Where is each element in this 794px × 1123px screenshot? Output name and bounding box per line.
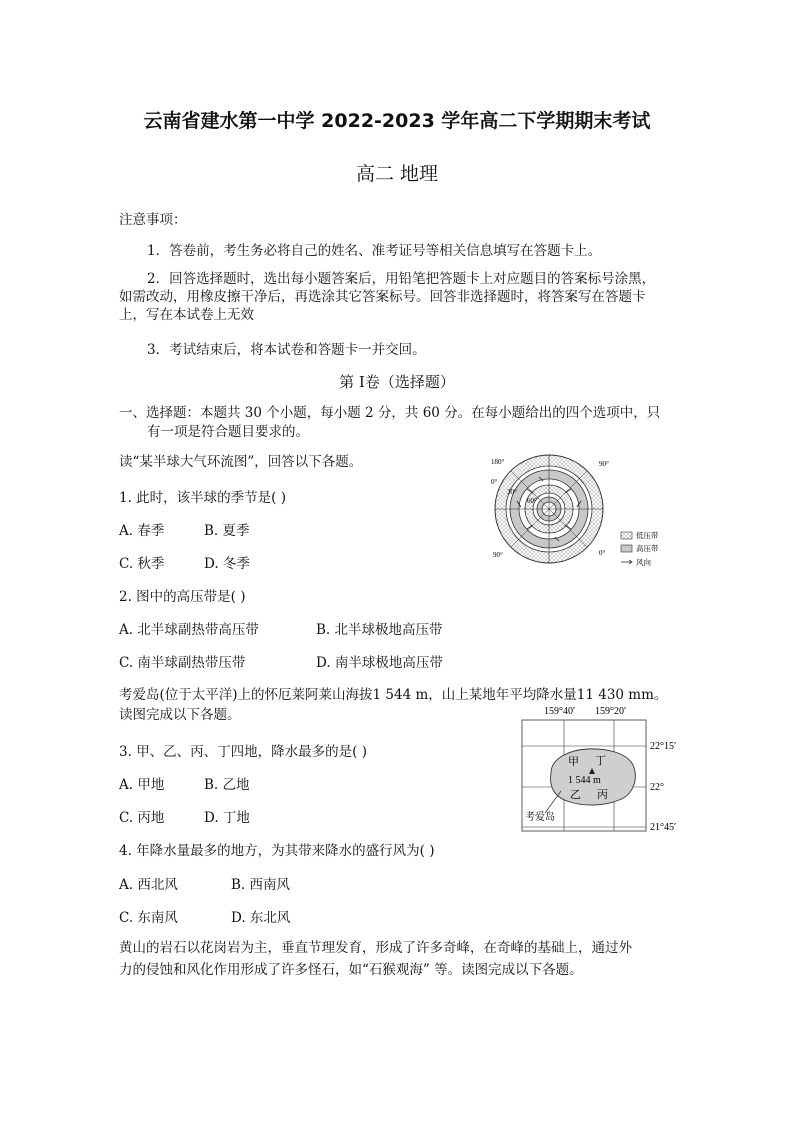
- q2-option-a: A. 北半球副热带高压带: [119, 622, 259, 638]
- q4-option-d: D. 东北风: [231, 910, 291, 926]
- label-90-top: 90°: [599, 460, 609, 468]
- label-0-left: 0°: [491, 478, 498, 486]
- q1-option-c: C. 秋季: [119, 556, 165, 572]
- q3-option-d: D. 丁地: [204, 810, 250, 826]
- q2-option-d: D. 南半球极地高压带: [316, 655, 443, 671]
- lat-label-3: 21°45′: [650, 822, 677, 833]
- place-bing: 丙: [597, 788, 608, 801]
- group1-intro: 读“某半球大气环流图”，回答以下各题。: [119, 454, 363, 470]
- exam-subtitle: 高二 地理: [355, 163, 439, 185]
- place-ding: 丁: [595, 754, 606, 767]
- label-90-bottom: 90°: [493, 551, 503, 559]
- question-3-stem: 3. 甲、乙、丙、丁四地，降水最多的是( ): [119, 744, 367, 760]
- q2-option-c: C. 南半球副热带压带: [119, 655, 246, 671]
- legend-low-label: 低压带: [636, 531, 659, 540]
- lat-label-1: 22°15′: [650, 741, 677, 752]
- part1-instruction: 一、选择题：本题共 30 个小题，每小题 2 分，共 60 分。在每小题给出的四个选项中，只: [119, 405, 661, 421]
- place-yi: 乙: [570, 788, 581, 801]
- label-60: 60°: [527, 497, 537, 505]
- legend-low-swatch: [621, 532, 632, 539]
- question-4-stem: 4. 年降水量最多的地方，为其带来降水的盛行风为( ): [119, 843, 435, 859]
- kauai-map-figure: [515, 703, 690, 833]
- q4-option-b: B. 西南风: [231, 877, 291, 893]
- q4-option-a: A. 西北风: [119, 877, 178, 893]
- notice-item-2: 2．回答选择题时，选出每小题答案后，用铅笔把答题卡上对应题目的答案标号涂黑，: [147, 271, 656, 287]
- notice-item-3: 3．考试结束后，将本试卷和答题卡一并交回。: [147, 342, 426, 358]
- section-title: 第 Ⅰ卷（选择题）: [339, 373, 455, 391]
- notice-item-2-cont: 如需改动，用橡皮擦干净后，再选涂其它答案标号。回答非选择题时，将答案写在答题卡: [119, 289, 646, 305]
- q1-option-b: B. 夏季: [204, 523, 250, 539]
- question-2-stem: 2. 图中的高压带是( ): [119, 589, 246, 605]
- group2-intro-cont: 读图完成以下各题。: [119, 707, 241, 723]
- island-name: 考爱岛: [525, 812, 555, 823]
- lon-label-2: 159°20′: [595, 706, 627, 717]
- label-0-right: 0°: [599, 549, 606, 557]
- group3-intro-cont: 力的侵蚀和风化作用形成了许多怪石，如“石猴观海” 等。读图完成以下各题。: [119, 962, 583, 978]
- q1-option-a: A. 春季: [119, 523, 165, 539]
- q3-option-a: A. 甲地: [119, 777, 165, 793]
- group3-intro: 黄山的岩石以花岗岩为主，垂直节理发育，形成了许多奇峰，在奇峰的基础上，通过外: [119, 940, 632, 956]
- q2-option-b: B. 北半球极地高压带: [316, 622, 443, 638]
- legend-high-label: 高压带: [636, 544, 659, 553]
- lat-label-2: 22°: [650, 782, 664, 793]
- label-30: 30°: [507, 488, 517, 496]
- question-1-stem: 1. 此时，该半球的季节是( ): [119, 490, 286, 506]
- q4-option-c: C. 东南风: [119, 910, 178, 926]
- exam-title: 云南省建水第一中学 2022-2023 学年高二下学期期末考试: [143, 110, 651, 132]
- group2-intro: 考爱岛(位于太平洋)上的怀厄莱阿莱山海拔1 544 m，山上某地年平均降水量11 430 mm。: [119, 687, 668, 703]
- label-180: 180°: [491, 458, 505, 466]
- place-jia: 甲: [568, 755, 579, 768]
- notice-item-1: 1．答卷前，考生务必将自己的姓名、准考证号等相关信息填写在答题卡上。: [147, 243, 602, 259]
- legend-high-swatch: [621, 545, 632, 552]
- peak-elevation: 1 544 m: [568, 775, 601, 786]
- q3-option-c: C. 丙地: [119, 810, 165, 826]
- atmospheric-circulation-figure: [487, 453, 707, 575]
- q1-option-d: D. 冬季: [204, 556, 250, 572]
- part1-instruction-cont: 有一项是符合题目要求的。: [147, 424, 309, 440]
- q3-option-b: B. 乙地: [204, 777, 250, 793]
- notice-item-2-end: 上，写在本试卷上无效: [119, 307, 254, 323]
- notice-heading: 注意事项：: [119, 212, 187, 228]
- legend-wind-label: 风向: [636, 558, 651, 567]
- lon-label-1: 159°40′: [544, 706, 576, 717]
